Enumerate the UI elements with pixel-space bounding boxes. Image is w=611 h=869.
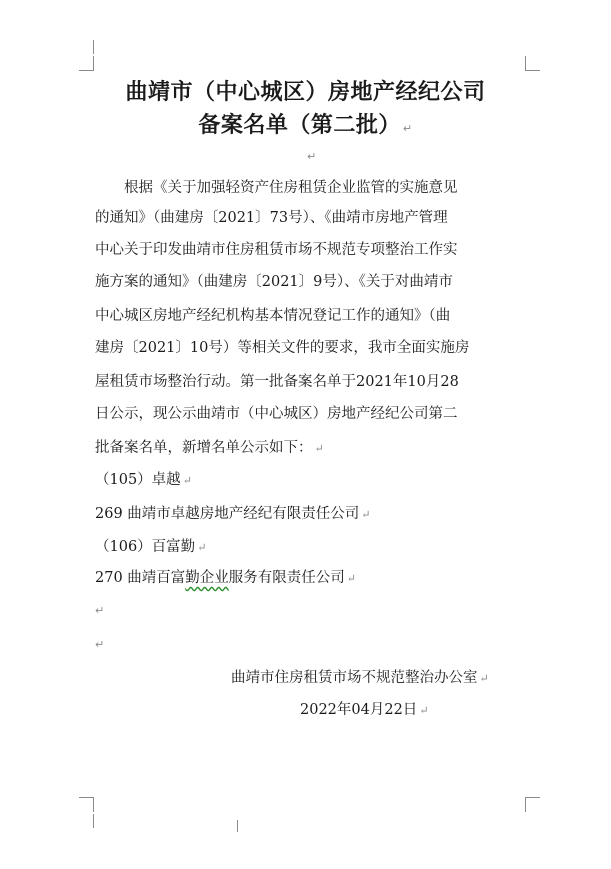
signature-date-text: 2022年04月22日 <box>300 702 418 718</box>
title-line-2-text: 备案名单（第二批） <box>198 113 401 138</box>
body-line: 日公示，现公示曲靖市（中心城区）房地产经纪公司第二 <box>95 406 458 422</box>
margin-tick-top <box>93 40 94 54</box>
paragraph-mark-icon: ↵ <box>361 508 371 521</box>
body-line: 根据《关于加强轻资产住房租赁企业监管的实施意见 <box>124 180 458 196</box>
paragraph-mark-icon: ↵ <box>402 122 413 135</box>
title-line-2 <box>0 108 611 139</box>
body-line: 中心关于印发曲靖市住房租赁市场不规范专项整治工作实 <box>95 242 458 258</box>
paragraph-mark-icon: ↵ <box>95 604 105 617</box>
entry-company-suffix: 服务有限责任公司 <box>228 570 345 586</box>
body-line: 建房〔2021〕10号）等相关文件的要求，我市全面实施房 <box>95 340 470 356</box>
paragraph-mark-icon: ↵ <box>346 572 357 585</box>
paragraph-mark-icon: ↵ <box>197 541 207 554</box>
body-line: 施方案的通知》（曲建房〔2021〕9号）、《关于对曲靖市 <box>95 274 453 290</box>
entry-company-269 <box>95 504 371 525</box>
entry-group-106 <box>95 537 206 558</box>
paragraph-mark-icon: ↵ <box>307 150 317 163</box>
crop-mark-top-right <box>525 56 540 71</box>
body-line: 屋租赁市场整治行动。第一批备案名单于2021年10月28 <box>95 374 459 390</box>
body-line: 的通知》（曲建房〔2021〕73号）、《曲靖市房地产管理 <box>95 210 448 226</box>
paragraph-mark-icon: ↵ <box>314 442 324 455</box>
margin-tick-bottom <box>93 814 94 828</box>
entry-company-prefix: 270 曲靖百富 <box>95 570 186 586</box>
body-line-last <box>95 438 324 459</box>
crop-mark-bottom-left <box>79 797 94 812</box>
crop-mark-bottom-right <box>525 797 540 812</box>
paragraph-mark-icon: ↵ <box>95 638 105 651</box>
entry-company-text: 269 曲靖市卓越房地产经纪有限责任公司 <box>95 506 360 522</box>
entry-company-270 <box>95 568 356 589</box>
crop-mark-top-left <box>79 56 94 71</box>
entry-group-105 <box>95 470 192 491</box>
title-line-1-text: 曲靖市（中心城区）房地产经纪公司 <box>125 80 486 105</box>
paragraph-mark-icon: ↵ <box>182 474 192 487</box>
entry-group-label: （105）卓越 <box>95 472 181 488</box>
entry-group-label: （106）百富勤 <box>95 539 196 555</box>
title-line-1 <box>0 75 611 106</box>
body-line-text: 批备案名单，新增名单公示如下： <box>95 440 313 456</box>
signature-office-text: 曲靖市住房租赁市场不规范整治办公室 <box>231 670 478 686</box>
margin-tick-bottom-center <box>237 820 238 832</box>
signature-date <box>300 698 429 719</box>
spellcheck-underlined-text[interactable]: 勤企业 <box>185 570 229 586</box>
signature-office <box>231 666 489 687</box>
body-line: 中心城区房地产经纪机构基本情况登记工作的通知》（曲 <box>95 308 451 324</box>
paragraph-mark-icon: ↵ <box>479 672 489 685</box>
paragraph-mark-icon: ↵ <box>419 704 429 717</box>
